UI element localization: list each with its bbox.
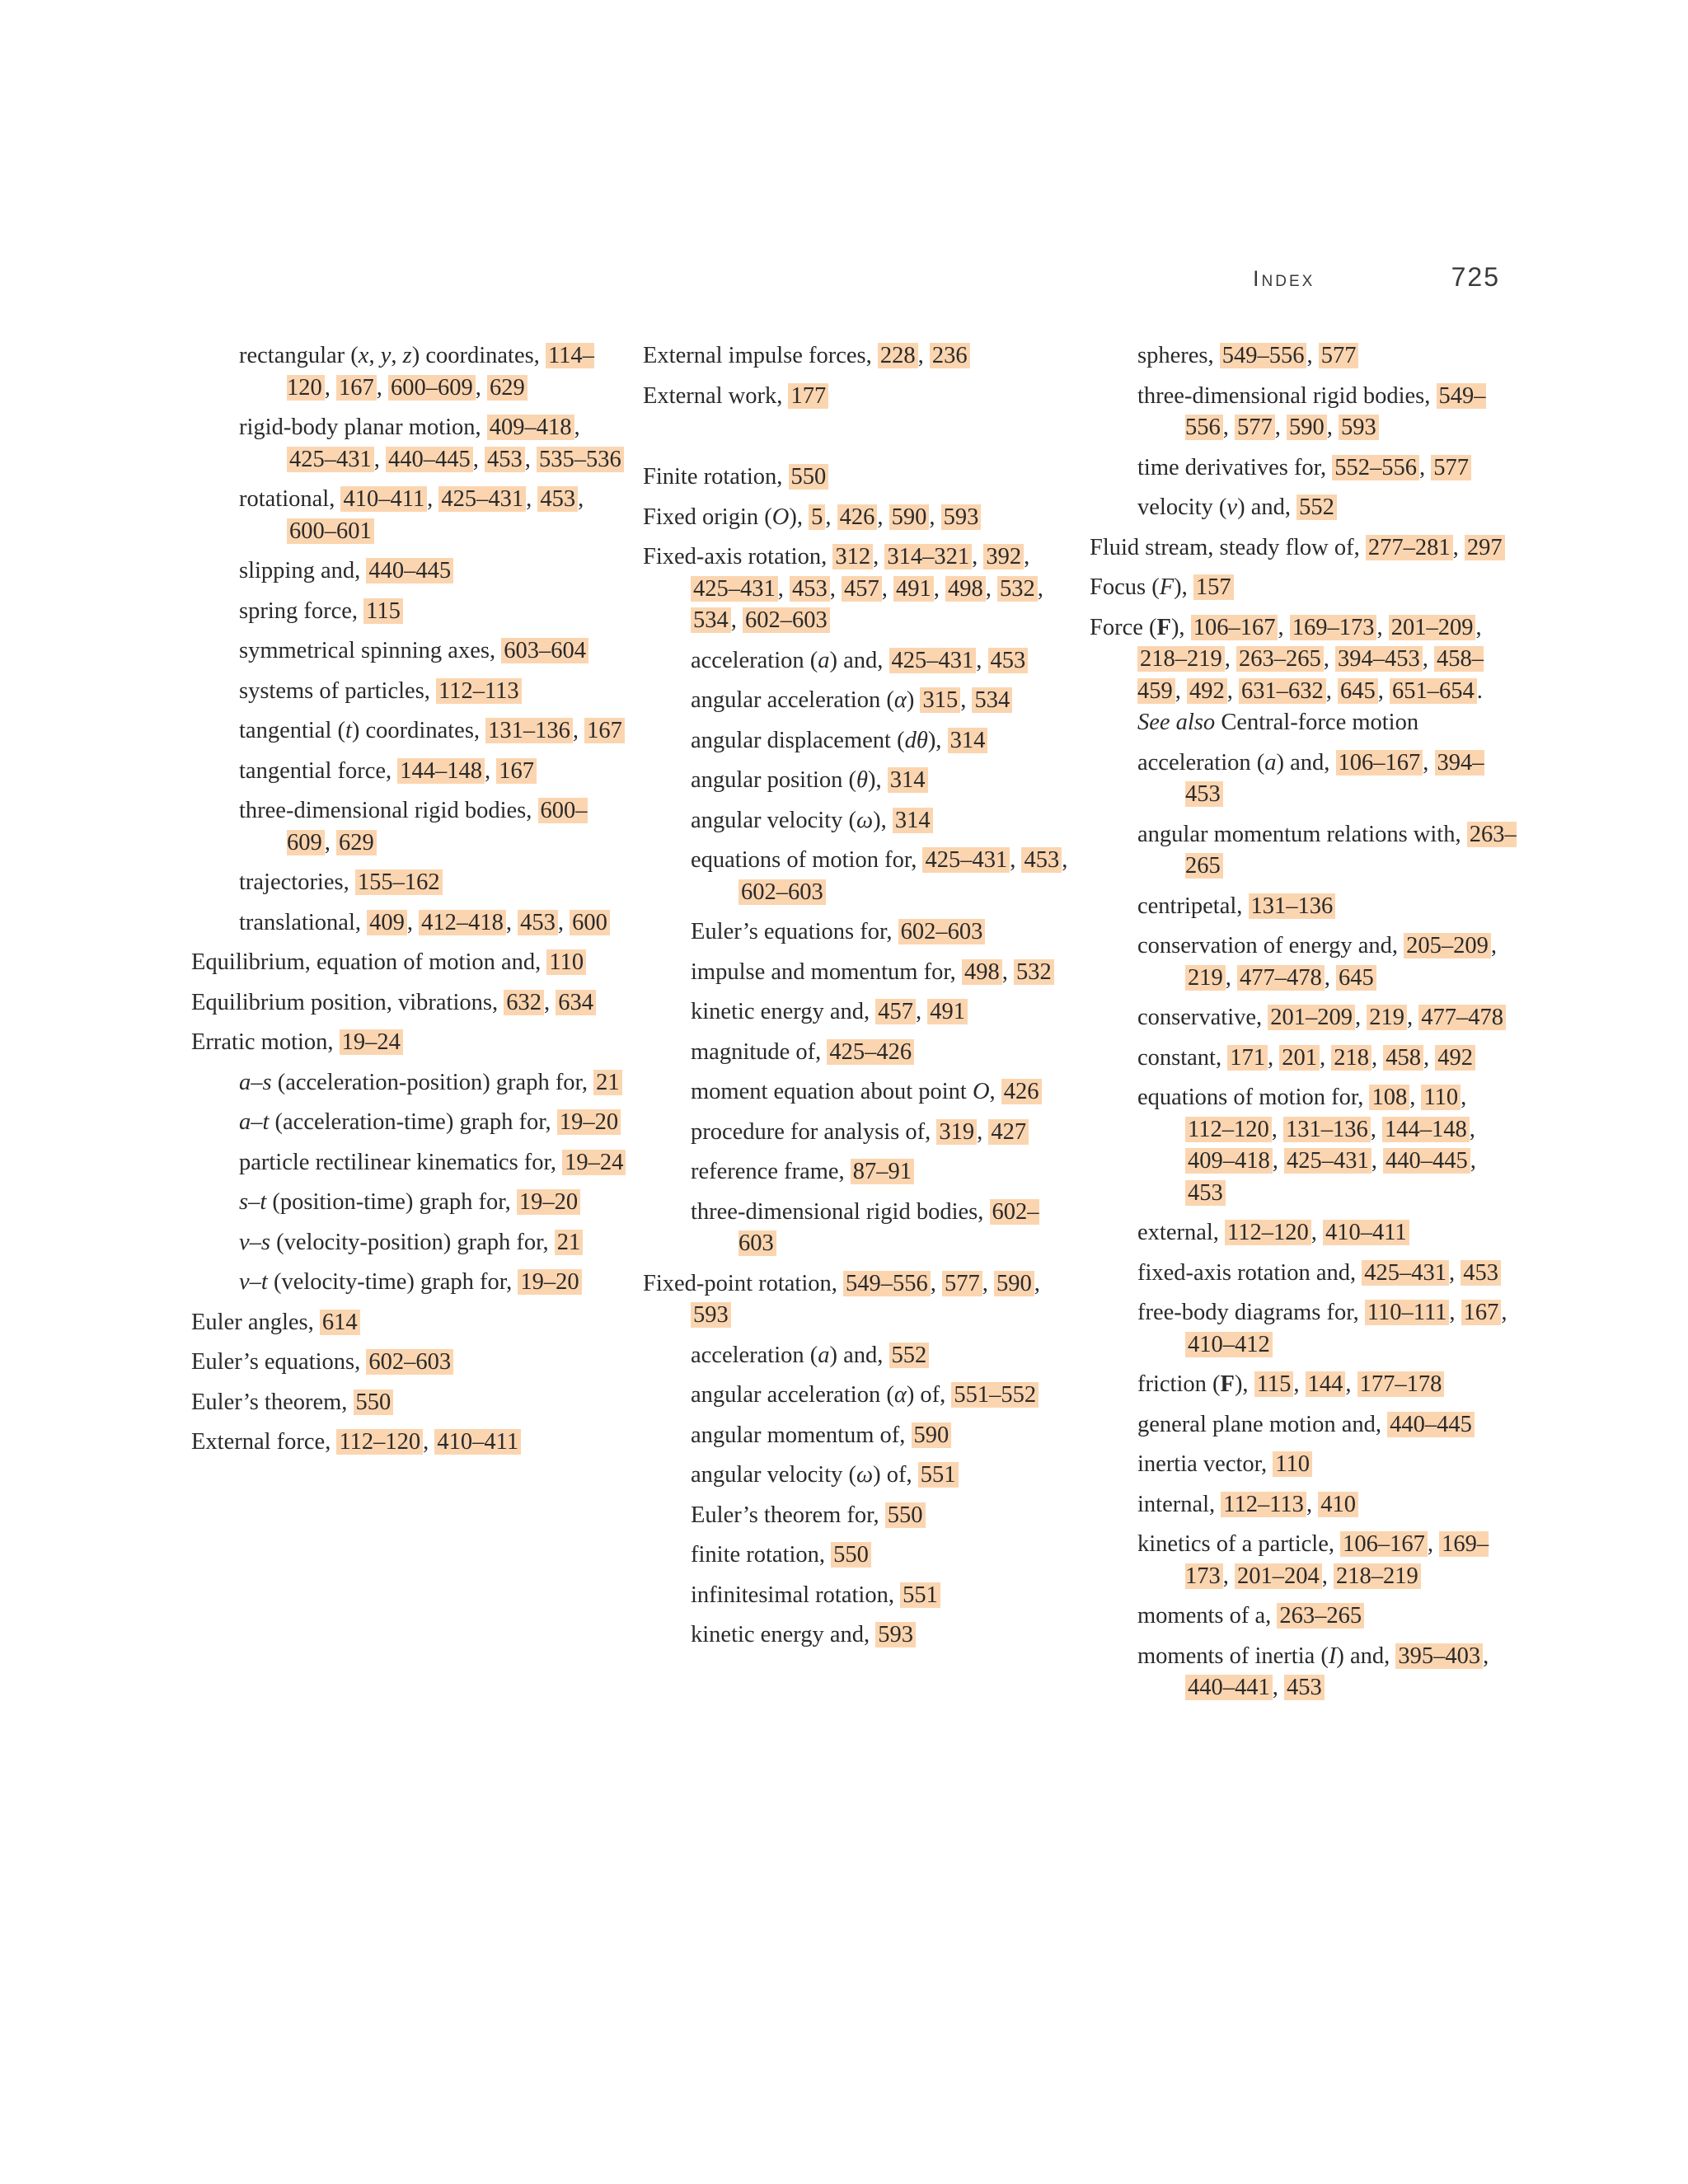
page-reference-link[interactable]: 590: [889, 504, 930, 530]
page-reference-link[interactable]: 115: [1254, 1371, 1294, 1397]
page-reference-link[interactable]: 492: [1435, 1045, 1475, 1071]
index-subentry: tangential (t) coordinates, 131–136 , 167: [239, 715, 628, 748]
page-reference-link[interactable]: 425–431: [922, 847, 1010, 873]
page-reference-link[interactable]: 106–167: [1336, 750, 1423, 776]
page-reference-link[interactable]: 425–426: [827, 1039, 914, 1065]
page-reference-link[interactable]: 631–632: [1239, 678, 1326, 704]
page-reference-link[interactable]: 319: [936, 1119, 977, 1145]
page-reference-link[interactable]: 263–265: [1236, 646, 1324, 672]
index-subentry: moments of a, 263–265: [1137, 1601, 1518, 1633]
page-reference-link[interactable]: 106–167: [1340, 1531, 1428, 1557]
page-reference-link[interactable]: 409–418: [1185, 1148, 1273, 1174]
page-reference-link[interactable]: 426: [837, 504, 878, 530]
page-reference-link[interactable]: 535–536: [537, 447, 624, 472]
page-reference-link[interactable]: 453: [537, 486, 578, 512]
index-entry: External force, 112–120 , 410–411: [191, 1427, 628, 1459]
page-reference-link[interactable]: 167: [584, 718, 625, 743]
index-subentry: friction (F), 115 , 144 , 177–178: [1137, 1369, 1518, 1401]
index-subentry: three-dimensional rigid bodies, 602–603: [691, 1198, 1039, 1256]
page-reference-link[interactable]: 534: [972, 687, 1012, 713]
page-reference-link[interactable]: 218–219: [1137, 646, 1225, 672]
page-reference-link[interactable]: 577: [1235, 415, 1275, 440]
index-subentry: reference frame, 87–91: [691, 1156, 1071, 1188]
page-reference-link[interactable]: 632: [504, 990, 544, 1015]
page-reference-link[interactable]: 110: [1273, 1451, 1312, 1477]
page-reference-link[interactable]: 236: [930, 343, 970, 368]
page-reference-link[interactable]: 532: [1014, 959, 1054, 985]
page-reference-link[interactable]: 425–431: [287, 447, 374, 472]
index-subentry: angular displacement (dθ), 314: [691, 725, 1071, 757]
page-reference-link[interactable]: 110–111: [1365, 1300, 1450, 1325]
page-reference-link[interactable]: 410–412: [1185, 1332, 1273, 1357]
page-reference-link[interactable]: 425–431: [691, 576, 778, 602]
index-subentry: general plane motion and, 440–445: [1137, 1409, 1518, 1441]
index-entry: Equilibrium, equation of motion and, 110: [191, 947, 628, 979]
page-reference-link[interactable]: 600–609: [287, 798, 588, 855]
page-reference-link[interactable]: 5: [809, 504, 825, 530]
page-reference-link[interactable]: 440–445: [386, 447, 473, 472]
index-subentry: angular momentum of, 590: [691, 1420, 1071, 1452]
index-subentry: infinitesimal rotation, 551: [691, 1580, 1071, 1612]
page-reference-link[interactable]: 602–603: [743, 607, 830, 633]
page-reference-link[interactable]: 453: [485, 447, 525, 472]
page-reference-link[interactable]: 314: [948, 728, 988, 753]
page-reference-link[interactable]: 314: [893, 808, 933, 833]
index-subentry: centripetal, 131–136: [1137, 891, 1518, 923]
index-subentry: symmetrical spinning axes, 603–604: [239, 635, 628, 668]
index-subentry: v–t (velocity-time) graph for, 19–20: [239, 1267, 628, 1299]
page-reference-link[interactable]: 115: [363, 598, 403, 624]
index-subentry: conservative, 201–209 , 219 , 477–478: [1137, 1002, 1518, 1034]
index-subentry: Euler’s theorem for, 550: [691, 1500, 1071, 1532]
page-reference-link[interactable]: 593: [875, 1622, 916, 1647]
page-reference-link[interactable]: 549–556: [1220, 343, 1307, 368]
index-entry: Euler angles, 614: [191, 1307, 628, 1339]
page-reference-link[interactable]: 458: [1383, 1045, 1423, 1071]
index-column-1: [191, 340, 628, 1467]
index-column-2: [643, 340, 1071, 1660]
index-subentry: conservation of energy and, 205–209 , 219 , 477–478 , 645: [1137, 933, 1498, 991]
index-subentry: equations of motion for, 425–431 , 453 , 602–603: [691, 847, 1068, 905]
page-reference-link[interactable]: 410–411: [1323, 1220, 1409, 1245]
page-reference-link[interactable]: 549–556: [843, 1271, 931, 1296]
page-reference-link[interactable]: 201–209: [1268, 1005, 1355, 1030]
page-reference-link[interactable]: 157: [1193, 574, 1234, 600]
page-reference-link[interactable]: 167: [496, 758, 537, 784]
page-reference-link[interactable]: 410: [1318, 1492, 1358, 1517]
page-reference-link[interactable]: 551: [900, 1582, 940, 1608]
page-reference-link[interactable]: 409: [367, 910, 407, 935]
page-reference-link[interactable]: 112–120: [1225, 1220, 1311, 1245]
page-reference-link[interactable]: 228: [878, 343, 918, 368]
page-reference-link[interactable]: 219: [1185, 965, 1226, 991]
page-reference-link[interactable]: 552: [889, 1343, 930, 1368]
page-reference-link[interactable]: 410–411: [434, 1429, 521, 1455]
index-column-3: [1090, 340, 1518, 1713]
index-subentry: kinetic energy and, 593: [691, 1619, 1071, 1652]
index-entry: External impulse forces, 228 , 236: [643, 340, 1071, 373]
index-subentry: acceleration (a) and, 552: [691, 1340, 1071, 1372]
page-reference-link[interactable]: 19–24: [562, 1150, 626, 1175]
index-entry: Focus (F), 157: [1090, 572, 1518, 604]
page-reference-link[interactable]: 312: [832, 544, 873, 569]
page-reference-link[interactable]: 410–411: [340, 486, 427, 512]
page-reference-link[interactable]: 550: [831, 1542, 871, 1568]
page-reference-link[interactable]: 593: [691, 1302, 731, 1328]
page-reference-link[interactable]: 412–418: [419, 910, 506, 935]
page-reference-link[interactable]: 425–431: [1284, 1148, 1372, 1174]
page-reference-link[interactable]: 629: [336, 830, 377, 855]
index-subentry: kinetics of a particle, 106–167 , 169–173 , 201–204 , 218–219: [1137, 1531, 1489, 1589]
page-reference-link[interactable]: 167: [1461, 1300, 1502, 1325]
page-reference-link[interactable]: 551–552: [951, 1382, 1039, 1408]
page-reference-link[interactable]: 550: [885, 1502, 926, 1528]
page-reference-link[interactable]: 590: [994, 1271, 1034, 1296]
page-reference-link[interactable]: 457: [842, 576, 882, 602]
index-subentry: spheres, 549–556 , 577: [1137, 340, 1518, 373]
page-reference-link[interactable]: 106–167: [1191, 615, 1278, 640]
index-subentry: rotational, 410–411 , 425–431 , 453 , 600–601: [239, 486, 584, 544]
page-reference-link[interactable]: 603–604: [501, 638, 588, 663]
index-subentry: v–s (velocity-position) graph for, 21: [239, 1227, 628, 1259]
page-reference-link[interactable]: 453: [790, 576, 830, 602]
page-reference-link[interactable]: 177: [788, 383, 828, 409]
index-entry: Fixed origin (O), 5 , 426 , 590 , 593: [643, 502, 1071, 534]
page-reference-link[interactable]: 394–453: [1335, 646, 1423, 672]
page-reference-link[interactable]: 427: [988, 1119, 1029, 1145]
page-reference-link[interactable]: 171: [1227, 1045, 1268, 1071]
index-subentry: angular position (θ), 314: [691, 765, 1071, 797]
page-reference-link[interactable]: 263–265: [1277, 1603, 1364, 1629]
page-reference-link[interactable]: 645: [1338, 678, 1378, 704]
page-reference-link[interactable]: 144–148: [1382, 1117, 1470, 1142]
page-reference-link[interactable]: 277–281: [1366, 535, 1453, 560]
index-subentry: angular velocity (ω), 314: [691, 805, 1071, 837]
page-reference-link[interactable]: 602–603: [738, 879, 826, 905]
index-subentry: equations of motion for, 108 , 110 , 112–120 , 131–136 , 144–148 , 409–418 , 425–431 , 440–445 , 453: [1137, 1085, 1476, 1206]
page-reference-link[interactable]: 577: [1319, 343, 1359, 368]
page-reference-link[interactable]: 477–478: [1237, 965, 1325, 991]
page-reference-link[interactable]: 201–204: [1235, 1563, 1322, 1589]
page-reference-link[interactable]: 532: [997, 576, 1038, 602]
page-reference-link[interactable]: 21: [555, 1230, 584, 1255]
index-entry: Euler’s equations, 602–603: [191, 1347, 628, 1379]
index-subentry: systems of particles, 112–113: [239, 676, 628, 708]
page-reference-link[interactable]: 19–20: [557, 1109, 621, 1135]
running-head: [1253, 262, 1500, 298]
page-reference-link[interactable]: 534: [691, 607, 731, 633]
index-subentry: velocity (v) and, 552: [1137, 492, 1518, 524]
page-reference-link[interactable]: 577: [942, 1271, 982, 1296]
page-reference-link[interactable]: 112–120: [1185, 1117, 1272, 1142]
page-reference-link[interactable]: 110: [546, 949, 586, 975]
page-reference-link[interactable]: 19–24: [340, 1029, 403, 1055]
page-reference-link[interactable]: 453: [1284, 1675, 1325, 1700]
index-entry: Force (F), 106–167 , 169–173 , 201–209 , 218–219 , 263–265 , 394–453 , 458–459 , 492 , 631–632 , 645 , 651–654 . See also Central-force motion: [1090, 614, 1484, 735]
page-reference-link[interactable]: 602–603: [898, 919, 986, 944]
page-reference-link[interactable]: 201: [1279, 1045, 1320, 1071]
index-entry: Euler’s theorem, 550: [191, 1387, 628, 1419]
page-reference-link[interactable]: 409–418: [487, 415, 574, 440]
page-reference-link[interactable]: 600–609: [388, 375, 476, 401]
index-subentry: inertia vector, 110: [1137, 1449, 1518, 1481]
page-reference-link[interactable]: 453: [1185, 1180, 1226, 1206]
index-entry: Erratic motion, 19–24: [191, 1027, 628, 1059]
index-subentry: three-dimensional rigid bodies, 600–609 , 629: [239, 798, 588, 855]
page-reference-link[interactable]: 87–91: [851, 1159, 914, 1184]
page-reference-link[interactable]: 426: [1001, 1079, 1042, 1104]
index-subentry: fixed-axis rotation and, 425–431 , 453: [1137, 1258, 1518, 1290]
index-subentry: s–t (position-time) graph for, 19–20: [239, 1187, 628, 1219]
page-reference-link[interactable]: 477–478: [1418, 1005, 1506, 1030]
page-reference-link[interactable]: 395–403: [1395, 1643, 1483, 1669]
page-reference-link[interactable]: 144: [1306, 1371, 1346, 1397]
page-reference-link[interactable]: 440–441: [1185, 1675, 1273, 1700]
index-subentry: free-body diagrams for, 110–111 , 167 , 410–412: [1137, 1300, 1507, 1357]
page-reference-link[interactable]: 440–445: [366, 558, 453, 583]
page-reference-link[interactable]: 112–120: [336, 1429, 423, 1455]
page-reference-link[interactable]: 263–265: [1185, 821, 1517, 879]
page-reference-link[interactable]: 314–321: [884, 544, 972, 569]
page-reference-link[interactable]: 600–601: [287, 518, 374, 544]
page-reference-link[interactable]: 577: [1431, 455, 1471, 480]
page-reference-link[interactable]: 629: [487, 375, 528, 401]
page-reference-link[interactable]: 453: [988, 648, 1029, 673]
page-reference-link[interactable]: 552: [1296, 494, 1337, 520]
page-reference-link[interactable]: 131–136: [1283, 1117, 1371, 1142]
page-reference-link[interactable]: 549–556: [1185, 382, 1486, 440]
index-subentry: slipping and, 440–445: [239, 555, 628, 588]
page-reference-link[interactable]: 550: [789, 464, 829, 490]
page-reference-link[interactable]: 155–162: [355, 869, 443, 895]
page-reference-link[interactable]: 131–136: [1249, 893, 1336, 919]
index-subentry: magnitude of, 425–426: [691, 1037, 1071, 1069]
index-subentry: translational, 409 , 412–418 , 453 , 600: [239, 907, 628, 940]
page-reference-link[interactable]: 201–209: [1389, 615, 1476, 640]
index-subentry: tangential force, 144–148 , 167: [239, 756, 628, 788]
page-reference-link[interactable]: 205–209: [1404, 933, 1491, 958]
index-subentry: external, 112–120 , 410–411: [1137, 1217, 1518, 1249]
index-entry: Fluid stream, steady flow of, 277–281 , 297: [1090, 532, 1518, 565]
page-reference-link[interactable]: 457: [875, 999, 916, 1024]
index-subentry: angular acceleration (α) of, 551–552: [691, 1380, 1071, 1412]
page-reference-link[interactable]: 593: [941, 504, 982, 530]
page-reference-link[interactable]: 602–603: [366, 1349, 453, 1375]
index-entry: Equilibrium position, vibrations, 632 , 634: [191, 987, 628, 1019]
page-reference-link[interactable]: 425–431: [889, 648, 977, 673]
page-reference-link[interactable]: 458–459: [1137, 646, 1484, 704]
index-subentry: procedure for analysis of, 319 , 427: [691, 1117, 1071, 1149]
page-reference-link[interactable]: 19–20: [518, 1269, 581, 1295]
page-reference-link[interactable]: 19–20: [517, 1189, 580, 1215]
page-reference-link[interactable]: 651–654: [1390, 678, 1477, 704]
index-subentry: angular acceleration (α) 315 , 534: [691, 685, 1071, 717]
page-reference-link[interactable]: 552–556: [1332, 455, 1419, 480]
index-entry: Finite rotation, 550: [643, 462, 1071, 494]
index-subentry: impulse and momentum for, 498 , 532: [691, 957, 1071, 989]
page-reference-link[interactable]: 392: [983, 544, 1024, 569]
page-reference-link[interactable]: 551: [918, 1462, 959, 1488]
page-reference-link[interactable]: 167: [336, 375, 377, 401]
page-reference-link[interactable]: 169–173: [1290, 615, 1377, 640]
page-reference-link[interactable]: 593: [1339, 415, 1379, 440]
index-subentry: Euler’s equations for, 602–603: [691, 916, 1071, 949]
page-reference-link[interactable]: 394–453: [1185, 749, 1484, 807]
index-subentry: acceleration (a) and, 425–431 , 453: [691, 645, 1071, 677]
index-subentry: finite rotation, 550: [691, 1540, 1071, 1572]
page-reference-link[interactable]: 453: [1461, 1260, 1501, 1286]
page-reference-link[interactable]: 108: [1369, 1085, 1409, 1110]
page-reference-link[interactable]: 169–173: [1185, 1531, 1489, 1589]
index-entry: External work, 177: [643, 381, 1071, 413]
index-entry: Fixed-axis rotation, 312 , 314–321 , 392 , 425–431 , 453 , 457 , 491 , 498 , 532 , 534 , 602–603: [643, 544, 1043, 633]
index-subentry: time derivatives for, 552–556 , 577: [1137, 452, 1518, 485]
page-reference-link[interactable]: 425–431: [438, 486, 526, 512]
index-subentry: spring force, 115: [239, 596, 628, 628]
index-subentry: trajectories, 155–162: [239, 867, 628, 899]
page-reference-link[interactable]: 550: [354, 1390, 394, 1415]
page-reference-link[interactable]: 498: [962, 959, 1002, 985]
page-number: 725: [1451, 262, 1500, 292]
page-reference-link[interactable]: 492: [1187, 678, 1227, 704]
page-reference-link[interactable]: 112–113: [436, 678, 522, 704]
page-reference-link[interactable]: 297: [1465, 535, 1505, 560]
page-reference-link[interactable]: 498: [945, 576, 986, 602]
page-reference-link[interactable]: 112–113: [1221, 1492, 1306, 1517]
index-subentry: kinetic energy and, 457 , 491: [691, 996, 1071, 1029]
page-reference-link[interactable]: 219: [1367, 1005, 1407, 1030]
page-reference-link[interactable]: 314: [888, 767, 928, 793]
index-subentry: particle rectilinear kinematics for, 19–24: [239, 1147, 628, 1179]
page-reference-link[interactable]: 114–120: [287, 343, 594, 401]
page-reference-link[interactable]: 600: [570, 910, 610, 935]
page-reference-link[interactable]: 440–445: [1383, 1148, 1470, 1174]
page-reference-link[interactable]: 602–603: [738, 1198, 1039, 1256]
index-subentry: constant, 171 , 201 , 218 , 458 , 492: [1137, 1043, 1518, 1075]
index-subentry: moment equation about point O, 426: [691, 1076, 1071, 1108]
page-reference-link[interactable]: 177–178: [1357, 1371, 1445, 1397]
page-reference-link[interactable]: 110: [1421, 1085, 1461, 1110]
index-subentry: three-dimensional rigid bodies, 549–556 , 577 , 590 , 593: [1137, 382, 1486, 440]
index-entry: Fixed-point rotation, 549–556 , 577 , 590 , 593: [643, 1270, 1040, 1328]
page-reference-link[interactable]: 21: [593, 1070, 622, 1095]
page-reference-link[interactable]: 453: [1021, 847, 1062, 873]
index-subentry: internal, 112–113 , 410: [1137, 1489, 1518, 1521]
index-subentry: rectangular (x, y, z) coordinates, 114–120 , 167 , 600–609 , 629: [239, 343, 594, 401]
index-subentry: angular momentum relations with, 263–265: [1137, 821, 1517, 879]
page-reference-link[interactable]: 634: [556, 990, 596, 1015]
index-subentry: acceleration (a) and, 106–167 , 394–453: [1137, 749, 1484, 807]
running-head-title: Index: [1253, 266, 1315, 291]
page-reference-link[interactable]: 614: [320, 1310, 360, 1335]
page-reference-link[interactable]: 425–431: [1362, 1260, 1449, 1286]
page-reference-link[interactable]: 440–445: [1387, 1412, 1475, 1437]
page-reference-link[interactable]: 144–148: [397, 758, 485, 784]
index-subentry: a–s (acceleration-position) graph for, 21: [239, 1067, 628, 1099]
index-subentry: rigid-body planar motion, 409–418 , 425–431 , 440–445 , 453 , 535–536: [239, 412, 628, 476]
page-reference-link[interactable]: 491: [927, 999, 968, 1024]
page-reference-link[interactable]: 218–219: [1334, 1563, 1421, 1589]
page-reference-link[interactable]: 453: [518, 910, 558, 935]
page-reference-link[interactable]: 315: [920, 687, 960, 713]
page-reference-link[interactable]: 131–136: [485, 718, 573, 743]
page-reference-link[interactable]: 491: [893, 576, 934, 602]
index-subentry: a–t (acceleration-time) graph for, 19–20: [239, 1107, 628, 1139]
index-subentry: angular velocity (ω) of, 551: [691, 1460, 1071, 1492]
page-reference-link[interactable]: 645: [1336, 965, 1376, 991]
page-reference-link[interactable]: 590: [912, 1422, 952, 1448]
page-reference-link[interactable]: 218: [1331, 1045, 1372, 1071]
index-subentry: moments of inertia (I) and, 395–403 , 440–441 , 453: [1137, 1643, 1489, 1700]
page-reference-link[interactable]: 590: [1287, 415, 1327, 440]
